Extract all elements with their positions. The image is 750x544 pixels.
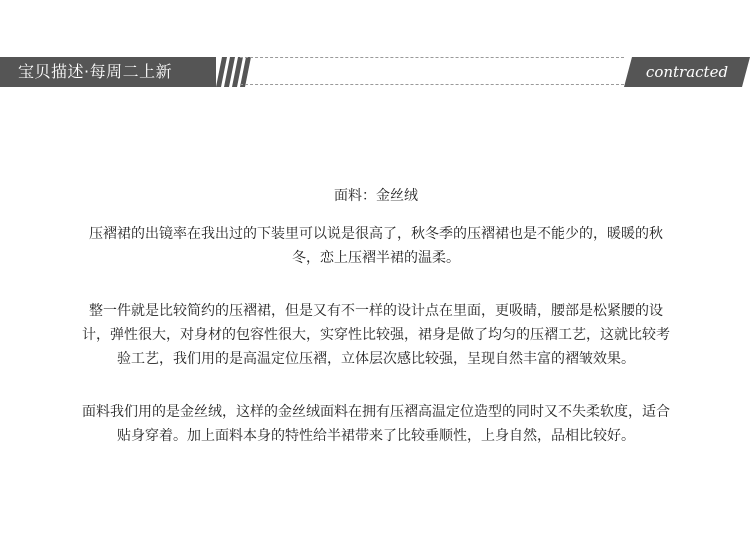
section-header <box>0 57 750 87</box>
header-title-bar <box>0 57 216 87</box>
fabric-line: 面料：金丝绒 <box>334 188 418 204</box>
header-title: 宝贝描述·每周二上新 <box>18 62 173 81</box>
header-logo-text: contracted <box>645 63 729 81</box>
description-paragraph-3: 面料我们用的是金丝绒，这样的金丝绒面料在拥有压褶高温定位造型的同时又不失柔软度，适合贴身穿着。加上面料本身的特性给半裙带来了比较垂顺性，上身自然，品相比较好。 <box>82 404 670 444</box>
header-logo-bar <box>624 57 750 87</box>
description-content <box>78 184 674 448</box>
description-paragraph-1: 压褶裙的出镜率在我出过的下装里可以说是很高了，秋冬季的压褶裙也是不能少的，暖暖的秋冬，恋上压褶半裙的温柔。 <box>89 226 663 266</box>
description-paragraph-2: 整一件就是比较简约的压褶裙，但是又有不一样的设计点在里面，更吸睛，腰部是松紧腰的设计，弹性很大，对身材的包容性很大，实穿性比较强，裙身是做了均匀的压褶工艺，这就比较考验工艺，我们用的是高温定位压褶，立体层次感比较强，呈现自然丰富的褶皱效果。 <box>82 303 670 367</box>
header-dashed-line <box>240 57 624 85</box>
